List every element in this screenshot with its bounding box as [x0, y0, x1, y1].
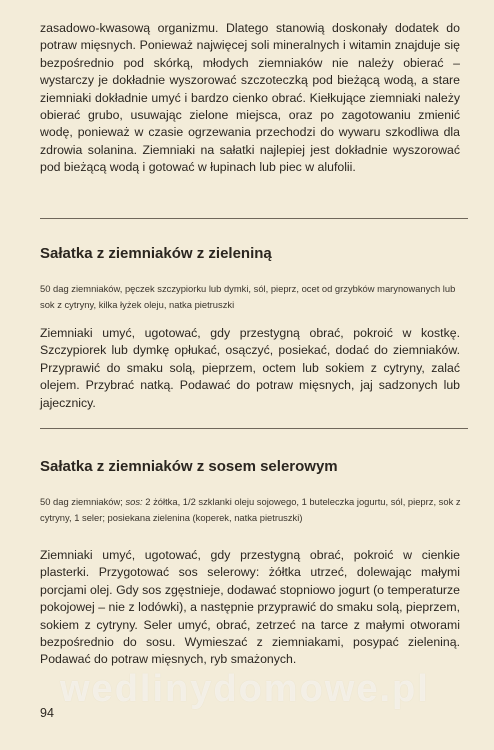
recipe-ingredients: 50 dag ziemniaków, pęczek szczypiorku lub dymki, sól, pieprz, ocet od grzybków marynowanych lub sok z cytryny, kilka łyżek oleju, natka pietruszki [40, 283, 456, 310]
intro-paragraph: zasadowo-kwasową organizmu. Dlatego stanowią doskonały dodatek do potraw mięsnych. Ponieważ najwięcej soli mineralnych i witamin znajduje się bezpośrednio pod skórką, młodych ziemniaków nie należy obierać – wystarczy je dokładnie wyszorować szczoteczką pod bieżącą wodą, a stare ziemniaki dokładnie umyć i bardzo cienko obrać. Kiełkujące ziemniaki należy obierać grubo, usuwając zielone miejsca, oraz po zagotowaniu zmienić wodę, ponieważ w czasie ogrzewania przechodzi do wywaru szkodliwa dla zdrowia solanina. Ziemniaki na sałatki najlepiej jest dokładnie wyszorować pod bieżącą wodą i gotować w łupinach lub piec w alufolii. [40, 21, 460, 175]
section-divider [40, 218, 468, 219]
ingredients-sauce: 2 żółtka, 1/2 szklanki oleju sojowego, 1 buteleczka jogurtu, sól, pieprz, sok z cytryny, 1 seler; posiekana zielenina (koperek, natka pietruszki) [40, 496, 461, 523]
recipe-instructions: Ziemniaki umyć, ugotować, gdy przestygną obrać, pokroić w kostkę. Szczypiorek lub dymkę opłukać, osączyć, posiekać, dodać do ziemniaków. Przyprawić do smaku solą, pieprzem, octem lub sokiem z cytryny, zalać olejem. Przybrać natką. Podawać do potraw mięsnych, jaj sadzonych lub jajecznicy. [40, 326, 460, 410]
ingredients-sauce-label: sos: [125, 496, 143, 507]
watermark: wedlinydomowe.pl [60, 668, 430, 710]
ingredients-main: 50 dag ziemniaków; [40, 496, 126, 507]
recipe-title: Sałatka z ziemniaków z sosem selerowym [40, 458, 338, 475]
recipe-instructions: Ziemniaki umyć, ugotować, gdy przestygną obrać, pokroić w cienkie plasterki. Przygotować sos selerowy: żółtka utrzeć, dolewając małymi porcjami olej. Gdy sos zgęstnieje, dodawać stopniowo jogurt (o temperaturze pokojowej – nie z lodówki), a następnie przyprawić do smaku solą, pieprzem, sokiem z cytryny. Seler umyć, obrać, zetrzeć na tarce z małymi otworami bezpośrednio do sosu. Wymieszać z ziemniakami, posypać zieleniną. Podawać do potraw mięsnych, ryb smażonych. [40, 548, 460, 667]
recipe-ingredients [40, 494, 470, 526]
recipe-title: Sałatka z ziemniaków z zieleniną [40, 245, 272, 262]
section-divider [40, 428, 468, 429]
page-number: 94 [40, 706, 54, 720]
